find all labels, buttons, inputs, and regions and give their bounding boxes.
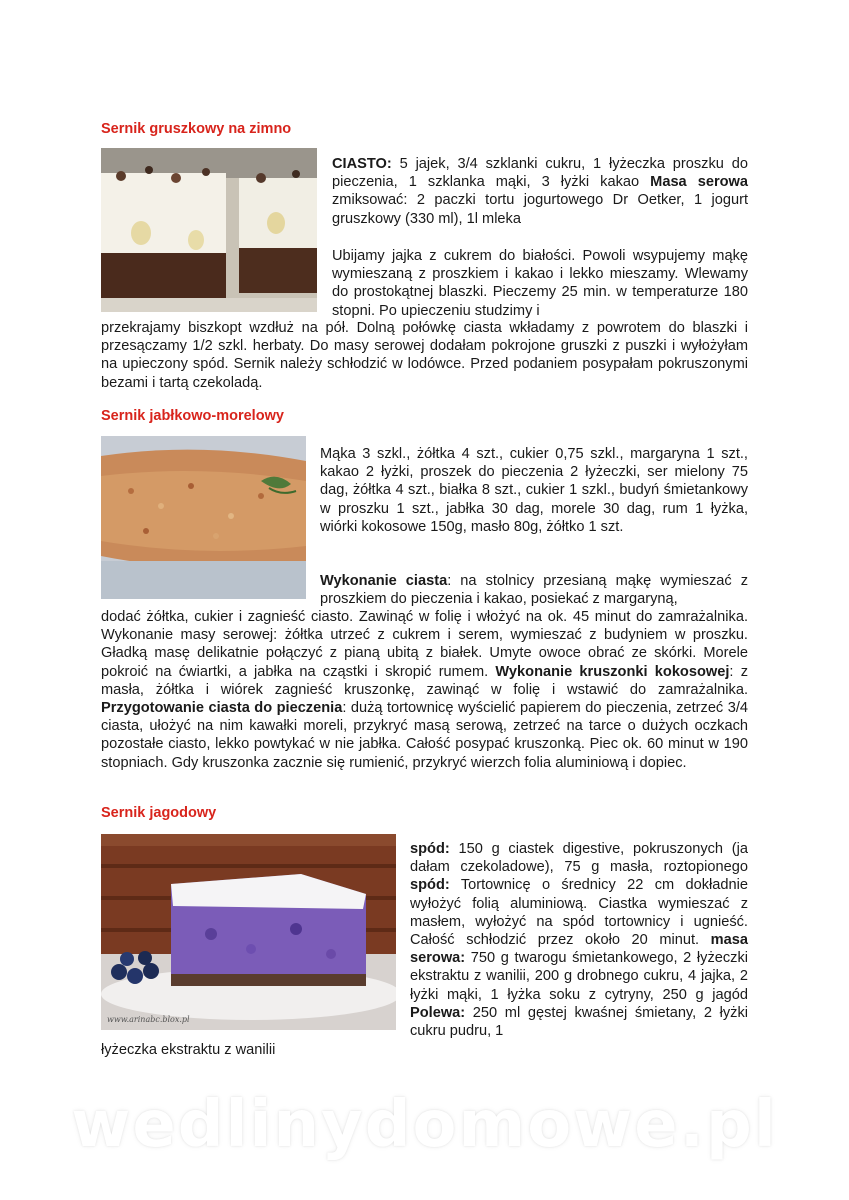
recipe-title-pear-cheesecake: Sernik gruszkowy na zimno bbox=[101, 121, 292, 137]
apple-apricot-cheesecake-method-top bbox=[320, 572, 748, 608]
blueberry-cheesecake-body bbox=[410, 840, 748, 1040]
recipe-title-blueberry-cheesecake: Sernik jagodowy bbox=[101, 805, 217, 821]
body-text: 250 ml gęstej kwaśnej śmietany, 2 łyżki cukru pudru, 1 bbox=[410, 1004, 748, 1040]
ingredients-label-cheese-mass: Masa serowa bbox=[650, 174, 749, 191]
method-label-baking-prep: Przygotowanie ciasta do pieczenia bbox=[101, 700, 343, 717]
ingredients-text: 5 jajek, 3/4 szklanki cukru, 1 łyżeczka proszku do pieczenia, 1 szklanka mąki, 3 łyżki kakao bbox=[332, 156, 748, 191]
pear-cheesecake-method-top: Ubijamy jajka z cukrem do białości. Powoli wsypujemy mąkę wymieszaną z proszkiem i kakao i lekko mieszamy. Wlewamy do prostokątnej blaszki. Pieczemy 25 min. w temperaturze 180 stopni. Po upieczeniu studzimy i bbox=[332, 248, 748, 319]
photo-caption: www.arinabc.blox.pl bbox=[107, 1015, 190, 1024]
label-cheese-mass: masa serowa: bbox=[410, 932, 748, 967]
method-label-dough: Wykonanie ciasta bbox=[320, 573, 448, 589]
body-text: 150 g ciastek digestive, pokruszonych (ja dałam czekoladowe), 75 g masła, roztopionego bbox=[410, 841, 748, 876]
method-text: : z masła, żółtka i wiórek zagnieść kruszonkę, zawinąć w folię i wstawić do zamrażalnika. bbox=[101, 663, 748, 698]
apple-apricot-cheesecake-photo bbox=[101, 436, 306, 599]
apple-apricot-cheesecake-ingredients: Mąka 3 szkl., żółtka 4 szt., cukier 0,75 szkl., margaryna 1 szt., kakao 2 łyżki, proszek do pieczenia 2 łyżeczki, ser mielony 75 dag, żółtka 4 szt., białka 8 szt., cukier 1 szkl., budyń śmietankowy w proszku 1 szt., jabłka 30 dag, morele 30 dag, rum 1 łyżka, wiórki kokosowe 150g, masło 80g, żółtko 1 szt. bbox=[320, 446, 748, 535]
body-text: 750 g twarogu śmietankowego, 2 łyżeczki ekstraktu z wanilii, 200 g drobnego cukru, 4 jajka, 2 łyżki mąki, 1 łyżka soku z cytryny, 250 g jagód bbox=[410, 950, 748, 1003]
body-text: Tortownicę o średnicy 22 cm dokładnie wyłożyć folią aluminiową. Ciastka wymieszać z masłem, wyłożyć na spód tortownicy i ugnieść. Całość schłodzić przez około 20 minut. bbox=[410, 877, 748, 949]
ingredients-text: zmiksować: 2 paczki tortu jogurtowego Dr Oetker, 1 jogurt gruszkowy (330 ml), 1l mleka bbox=[332, 192, 748, 227]
ingredients-label-dough: CIASTO: bbox=[332, 156, 392, 172]
pear-cheesecake-ingredients bbox=[332, 155, 748, 228]
method-label-coconut-crumble: Wykonanie kruszonki kokosowej bbox=[495, 663, 730, 680]
label-base: spód: bbox=[410, 841, 450, 857]
label-base: spód: bbox=[410, 877, 450, 894]
blueberry-cheesecake-bottom: łyżeczka ekstraktu z wanilii bbox=[101, 1042, 276, 1058]
apple-apricot-cheesecake-method-bottom bbox=[101, 608, 748, 772]
method-text: dodać żółtka, cukier i zagnieść ciasto. Zawinąć w folię i włożyć na ok. 45 minut do zamrażalnika. Wykonanie masy serowej: żółtka utrzeć z cukrem i serem, wymieszać z budyniem w proszku. Gładką masę delikatnie połączyć z pianą ubitą z białek. Umyte owoce obrać ze skórki. Morele pokroić na ćwiartki, a jabłka na cząstki i skropić rumem. bbox=[101, 609, 748, 680]
label-topping: Polewa: bbox=[410, 1004, 466, 1021]
pear-cheesecake-photo bbox=[101, 148, 317, 312]
method-text: : na stolnicy przesianą mąkę wymieszać z proszkiem do pieczenia i kakao, posiekać z margaryną, bbox=[320, 573, 748, 608]
method-text: : dużą tortownicę wyścielić papierem do pieczenia, zetrzeć 3/4 ciasta, ułożyć na nim kawałki moreli, przykryć masą serową, zetrzeć na tarce o dużych oczkach pozostałe ciasto, lekko powtykać w nie jabłka. Całość posypać kruszonką. Piec ok. 60 minut w 190 stopniach. Gdy kruszonka zacznie się rumienić, przykryć wierzch folia aluminiową i dopiec. bbox=[101, 700, 748, 771]
pear-cheesecake-method-bottom: przekrajamy biszkopt wzdłuż na pół. Dolną połówkę ciasta wkładamy z powrotem do blaszki i przesączamy 1/2 szkl. herbaty. Do masy serowej dodałam pokrojone gruszki z puszki i wyłożyłam na upieczony spód. Sernik należy schłodzić w lodówce. Przed podaniem posypałam pokruszonymi bezami i tartą czekoladą. bbox=[101, 320, 748, 391]
blueberry-cheesecake-photo bbox=[101, 834, 396, 1030]
recipe-title-apple-apricot-cheesecake: Sernik jabłkowo-morelowy bbox=[101, 408, 284, 424]
watermark: wedlinydomowe.pl bbox=[71, 1088, 778, 1162]
